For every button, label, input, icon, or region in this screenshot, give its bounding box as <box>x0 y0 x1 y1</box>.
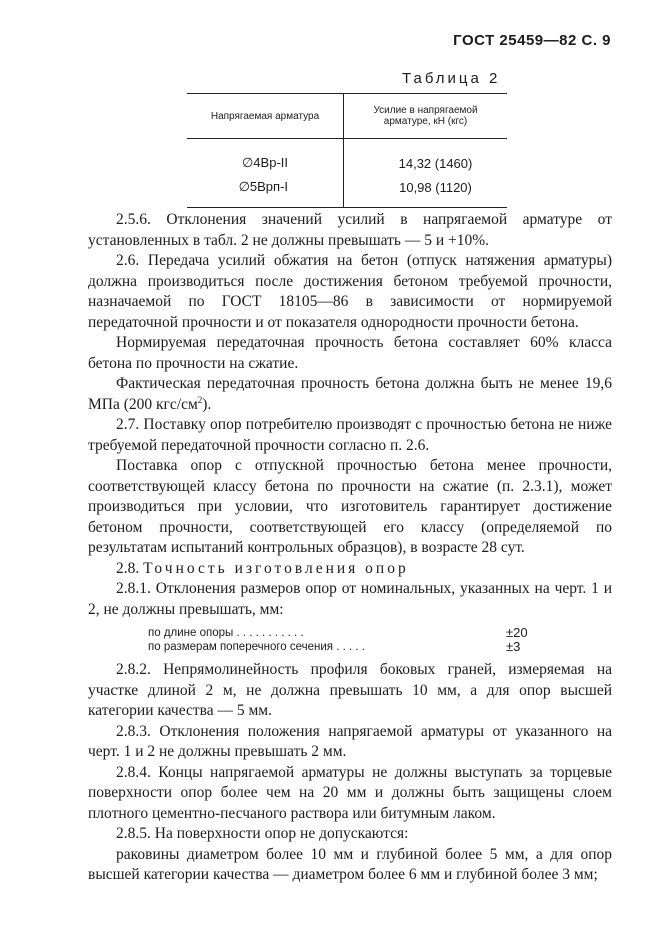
paragraph-2-8-2: 2.8.2. Непрямолинейность профиля боковых граней, измеряемая на участке длиной 2 м, не должна превышать 10 мм, а для опор высшей категории качества — 5 мм. <box>88 661 612 719</box>
rebar-cell: ∅5Врп-I <box>238 179 288 194</box>
table-header-row <box>187 94 507 139</box>
paragraph-transfer-strength: Нормируемая передаточная прочность бетона составляет 60% класса бетона по прочности на сжатие. <box>88 334 612 372</box>
list-item <box>148 640 612 654</box>
col-header-force <box>344 94 508 139</box>
paragraph-2-8-5: 2.8.5. На поверхности опор не допускаются: <box>116 825 409 842</box>
paragraph-2-8-4: 2.8.4. Концы напрягаемой арматуры не должны выступать за торцевые поверхности опор более чем на 20 мм и должны быть защищены слоем плотного цементно-песчаного раствора или битумным лаком. <box>88 763 612 822</box>
actual-strength-text: Фактическая передаточная прочность бетона должна быть не менее 19,6 МПа (200 кгс/см <box>88 375 612 413</box>
section-title: Точность изготовления опор <box>143 559 409 577</box>
col-header-force-line1: Усилие в напрягаемой <box>373 105 478 116</box>
paragraph-2-6: 2.6. Передача усилий обжатия на бетон (отпуск натяжения арматуры) должна производиться после достижения бетоном требуемой прочности, назначаемой по ГОСТ 18105—86 в зависимости от нормируемой передаточной прочности и от показателя однородности прочности бетона. <box>88 252 612 331</box>
actual-strength-end: ). <box>202 395 212 413</box>
force-cell: 10,98 (1120) <box>344 175 508 208</box>
section-heading-2-8 <box>88 559 612 580</box>
document-body <box>88 210 612 886</box>
force-cell: 14,32 (1460) <box>344 139 508 176</box>
table-row <box>187 139 507 176</box>
list-item <box>148 626 612 640</box>
rebar-cell: ∅4Вр-II <box>241 155 288 170</box>
tolerance-list <box>148 626 612 654</box>
tolerance-label: по размерам поперечного сечения . . . . . <box>148 641 365 653</box>
col-header-rebar: Напрягаемая арматура <box>187 94 344 139</box>
page-header: ГОСТ 25459—82 С. 9 <box>453 32 611 49</box>
paragraph-2-8-1: 2.8.1. Отклонения размеров опор от номинальных, указанных на черт. 1 и 2, не должны превышать, мм: <box>88 580 612 618</box>
rebar-force-table <box>187 93 507 208</box>
paragraph-cavities: раковины диаметром более 10 мм и глубиной более 5 мм, а для опор высшей категории качества — диаметром более 6 мм и глубиной более 3 мм; <box>88 845 612 883</box>
superscript: 2 <box>197 394 203 405</box>
tolerance-label: по длине опоры . . . . . . . . . . . <box>148 627 304 639</box>
paragraph-actual-strength <box>88 374 612 415</box>
section-number: 2.8. <box>116 559 140 577</box>
table-caption: Таблица 2 <box>402 70 501 87</box>
tolerance-value: ±20 <box>506 625 528 640</box>
paragraph-2-8-3: 2.8.3. Отклонения положения напрягаемой арматуры от указанного на черт. 1 и 2 не должны превышать 2 мм. <box>88 722 612 760</box>
table-row <box>187 175 507 208</box>
col-header-force-line2: арматуре, кН (кгс) <box>383 116 468 127</box>
paragraph-2-7: 2.7. Поставку опор потребителю производят с прочностью бетона не ниже требуемой передаточной прочности согласно п. 2.6. <box>88 416 612 454</box>
paragraph-2-5-6: 2.5.6. Отклонения значений усилий в напрягаемой арматуре от установленных в табл. 2 не должны превышать — 5 и +10%. <box>88 211 612 249</box>
tolerance-value: ±3 <box>506 639 521 654</box>
paragraph-delivery: Поставка опор с отпускной прочностью бетона менее прочности, соответствующей классу бетона по прочности на сжатие (п. 2.3.1), может производиться при условии, что изготовитель гарантирует достижение бетоном прочности, соответствующей его классу (определяемой по результатам испытаний контрольных образцов), в возрасте 28 сут. <box>88 457 612 556</box>
